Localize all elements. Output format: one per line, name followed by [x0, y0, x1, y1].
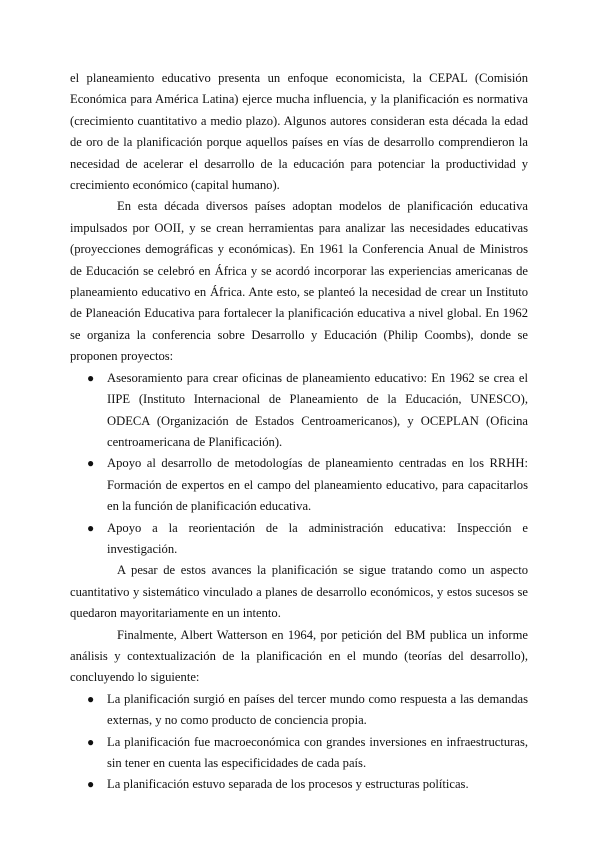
bullet-icon: ●: [87, 456, 95, 471]
conclusions-list: [70, 689, 528, 796]
list-item: ● La planificación fue macroeconómica con grandes inversiones en infraestructuras, sin tener en cuenta las especificidades de cada país.: [84, 732, 528, 775]
document-page: [70, 68, 528, 796]
list-item: ● La planificación surgió en países del tercer mundo como respuesta a las demandas externas, y no como producto de conciencia propia.: [84, 689, 528, 732]
paragraph-decade: En esta década diversos países adoptan modelos de planificación educativa impulsados por OOII, y se crean herramientas para analizar las necesidades educativas (proyecciones demográficas y económicas). En 1961 la Conferencia Anual de Ministros de Educación se celebró en África y se acordó incorporar las experiencias americanas de planeamiento educativo en África. Ante esto, se planteó la necesidad de crear un Instituto de Planeación Educativa para fortalecer la planificación educativa a nivel global. En 1962 se organiza la conferencia sobre Desarrollo y Educación (Philip Coombs), donde se proponen proyectos:: [70, 199, 528, 364]
bullet-icon: ●: [87, 777, 95, 792]
list-item: ● Apoyo al desarrollo de metodologías de planeamiento centradas en los RRHH: Formación de expertos en el campo del planeamiento educativo, para capacitarlos en la función de planificación educativa.: [84, 453, 528, 517]
list-item: ● Asesoramiento para crear oficinas de planeamiento educativo: En 1962 se crea el IIPE (Instituto Internacional de Planeamiento de la Educación, UNESCO), ODECA (Organización de Estados Centroamericanos), y OCEPLAN (Oficina centroamericana de Planificación).: [84, 368, 528, 454]
bullet-icon: ●: [87, 520, 95, 535]
bullet-icon: ●: [87, 370, 95, 385]
paragraph-cepal: el planeamiento educativo presenta un enfoque economicista, la CEPAL (Comisión Económica para América Latina) ejerce mucha influencia, y la planificación es normativa (crecimiento cuantitativo a medio plazo). Algunos autores consideran esta década la edad de oro de la planificación porque aquellos países en vías de desarrollo comprendieron la necesidad de acelerar el desarrollo de la educación para potenciar la productividad y crecimiento económico (capital humano).: [70, 71, 528, 193]
list-item: ● Apoyo a la reorientación de la administración educativa: Inspección e investigación.: [84, 518, 528, 561]
projects-list: [70, 368, 528, 561]
bullet-icon: ●: [87, 734, 95, 749]
paragraph-watterson: Finalmente, Albert Watterson en 1964, por petición del BM publica un informe análisis y contextualización de la planificación en el mundo (teorías del desarrollo), concluyendo lo siguiente:: [70, 627, 528, 685]
paragraph-advances: A pesar de estos avances la planificación se sigue tratando como un aspecto cuantitativo y sistemático vinculado a planes de desarrollo económicos, y estos sucesos se quedaron mayoritariamente en un intento.: [70, 563, 528, 621]
list-item: ● La planificación estuvo separada de los procesos y estructuras políticas.: [84, 774, 528, 795]
bullet-icon: ●: [87, 691, 95, 706]
